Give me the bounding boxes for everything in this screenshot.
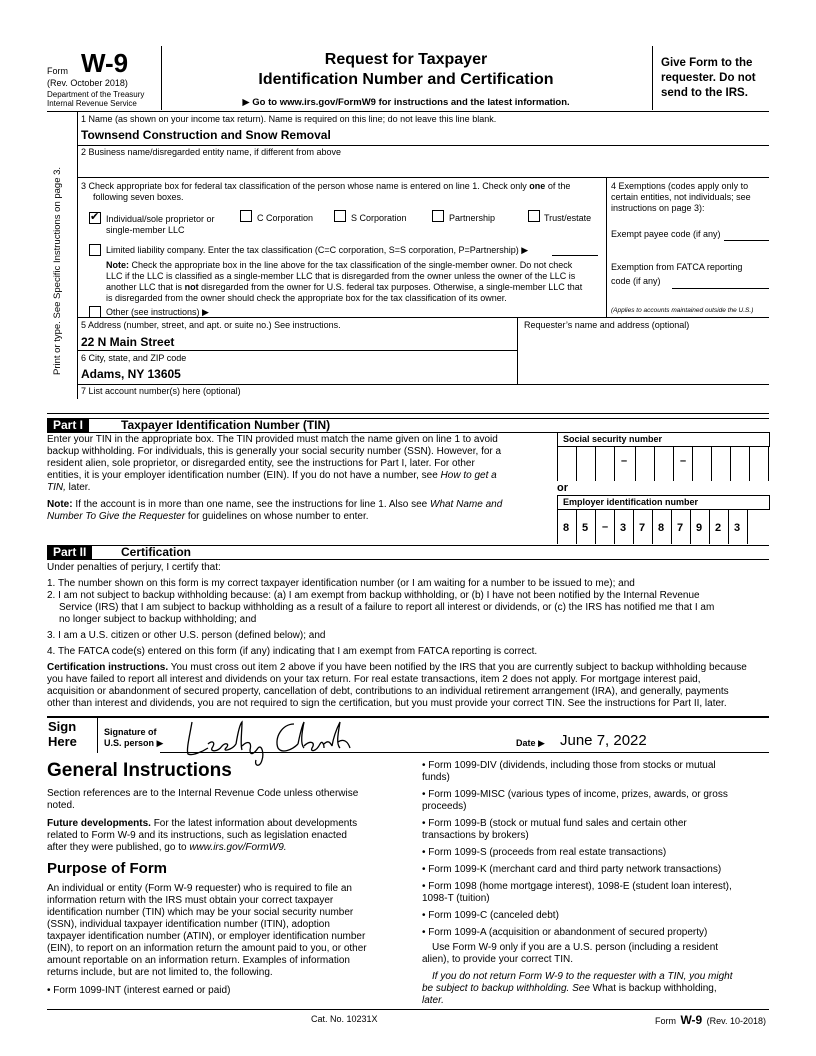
footer-form-id: Form W-9 (Rev. 10-2018) <box>655 1013 767 1027</box>
ein-dash: – <box>602 521 609 533</box>
date-field[interactable]: June 7, 2022 <box>560 732 647 749</box>
general-instructions: General Instructions Section references are to the Internal Revenue Code unless otherwise noted. Future developments. For the latest information about developments related to Form W-9 and its instructions, such as legislation enacted after they were published, go to www.irs.gov/FormW9. Purpose of Form An individual or entity (Form W-9 requester) who is required to file an information return with the IRS must obtain your correct taxpayer identification number (TIN) which may be your social security number (SSN), individual taxpayer identification number (ITIN), adoption taxpayer identification number (ATIN), or employer identification number (EIN), to report on an information return the amount paid to you, or other amount reportable on an information return. Examples of information returns include, but are not limited to, the following. • Form 1099-INT (interest earned or paid) <box>47 760 402 997</box>
ein-digit: 8 <box>562 522 570 534</box>
fatca-code-field[interactable] <box>672 288 769 289</box>
requester-label: Requester’s name and address (optional) <box>524 320 690 330</box>
ein-field[interactable] <box>557 510 770 544</box>
signature-label: Signature of U.S. person ▶ <box>104 727 164 748</box>
llc-checkbox[interactable] <box>89 244 101 256</box>
exempt-payee-field[interactable] <box>724 240 769 241</box>
form-title-line-2: Identification Number and Certification <box>258 71 554 88</box>
s-corporation-label: S Corporation <box>351 213 407 223</box>
trust-estate-checkbox[interactable] <box>528 210 540 222</box>
ein-digit: 7 <box>638 522 646 534</box>
check-mark-icon: ✔ <box>90 211 100 223</box>
line5-label: 5 Address (number, street, and apt. or suite no.) See instructions. <box>81 320 341 330</box>
ssn-field[interactable] <box>557 447 770 481</box>
partnership-label: Partnership <box>449 213 496 223</box>
exempt-payee-label: Exempt payee code (if any) <box>611 229 721 239</box>
ein-digit: 8 <box>657 522 665 534</box>
form-title <box>165 50 647 90</box>
fatca-applies-note: (Applies to accounts maintained outside the U.S.) <box>611 307 754 314</box>
line3-label: 3 Check appropriate box for federal tax classification of the person whose name is entered on line 1. Check only one of the following seven boxes. <box>81 181 571 202</box>
line1-label: 1 Name (as shown on your income tax return). Name is required on this line; do not leave this line blank. <box>81 114 497 124</box>
individual-checkbox[interactable] <box>89 212 101 224</box>
part1-title: Taxpayer Identification Number (TIN) <box>121 418 331 432</box>
city-state-zip-field[interactable]: Adams, NY 13605 <box>81 367 181 381</box>
part2-tag: Part II <box>47 545 92 559</box>
form-header <box>47 46 769 110</box>
ein-digit: 5 <box>581 522 589 534</box>
ein-digit: 2 <box>714 522 722 534</box>
catalog-number: Cat. No. 10231X <box>311 1014 378 1024</box>
account-number-field[interactable] <box>81 398 761 412</box>
part1-text: Enter your TIN in the appropriate box. The TIN provided must match the name given on line 1 to avoid backup withholding. For individuals, this is generally your social security number (SSN). However, for a resident alien, sole proprietor, or disregarded entity, see the instructions for Part I, later. For other entities, it is your employer identification number (EIN). If you do not have a number, see How to get a TIN, later. <box>47 434 502 493</box>
form-list: • Form 1099-DIV (dividends, including those from stocks or mutual funds) • Form 1099-MISC (various types of income, prizes, awards, or gross proceeds) • Form 1099-B (stock or mutual fund sales and certain other transactions by brokers) • Form 1099-S (proceeds from real estate transactions) • Form 1099-K (merchant card and third party network transactions) • Form 1098 (home mortgage interest), 1098-E (student loan interest), 1098-T (tuition) • Form 1099-C (canceled debt) • Form 1099-A (acquisition or abandonment of secured property) Use Form W-9 only if you are a U.S. person (including a resident alien), to provide your correct TIN. If you do not return Form W-9 to the requester with a TIN, you might be subject to backup withholding. See What is backup withholding, later. <box>422 760 733 1006</box>
llc-classification-field[interactable] <box>552 255 598 256</box>
ssn-dash-2: – <box>680 455 687 467</box>
fatca-label: Exemption from FATCA reporting code (if any) <box>611 262 743 286</box>
give-form-note: Give Form to the requester. Do not send to the IRS. <box>661 57 756 99</box>
ssn-header: Social security number <box>557 432 770 447</box>
trust-estate-label: Trust/estate <box>544 213 592 223</box>
part2-title: Certification <box>121 545 192 559</box>
c-corporation-label: C Corporation <box>257 213 314 223</box>
business-name-field[interactable] <box>81 160 761 176</box>
signature-field[interactable] <box>174 718 504 752</box>
goto-instructions: ▶ Go to www.irs.gov/FormW9 for instructions and the latest information. <box>242 97 570 108</box>
form-revision: (Rev. October 2018) <box>47 78 128 88</box>
individual-label: Individual/sole proprietor or single-member LLC <box>106 214 215 235</box>
s-corporation-checkbox[interactable] <box>334 210 346 222</box>
llc-label: Limited liability company. Enter the tax classification (C=C corporation, S=S corporation, P=Partnership) ▶ <box>106 245 529 255</box>
ein-header: Employer identification number <box>557 495 770 510</box>
department: Department of the Treasury <box>47 90 145 99</box>
address-field[interactable]: 22 N Main Street <box>81 335 175 349</box>
form-number: W-9 <box>81 48 129 78</box>
part1-note: Note: If the account is in more than one name, see the instructions for line 1. Also see What Name and Number To Give the Requester for guidelines on whose number to enter. <box>47 499 503 522</box>
side-label: Print or type. See Specific Instructions on page 3. <box>52 166 63 375</box>
line2-label: 2 Business name/disregarded entity name, if different from above <box>81 147 341 157</box>
purpose-heading: Purpose of Form <box>47 860 168 877</box>
ssn-dash-1: – <box>621 455 628 467</box>
part1-tag: Part I <box>47 418 89 432</box>
certification-text: Under penalties of perjury, I certify that: 1. The number shown on this form is my correct taxpayer identification number (or I am waiting for a number to be issued to me); and 2. I am not subject to backup withholding because: (a) I am exempt from backup withholding, or (b) I have not been notified by the Internal Revenue Service (IRS) that I am subject to backup withholding as a result of a failure to report all interest or dividends, or (c) the IRS has notified me that I am no longer subject to backup withholding; and 3. I am a U.S. citizen or other U.S. person (defined below); and 4. The FATCA code(s) entered on this form (if any) indicating that I am exempt from FATCA reporting is correct. Certification instructions. You must cross out item 2 above if you have been notified by the IRS that you are currently subject to backup withholding because you have failed to report all interest and dividends on your tax return. For real estate transactions, item 2 does not apply. For mortgage interest paid, acquisition or abandonment of secured property, cancellation of debt, contributions to an individual retirement arrangement (IRA), and generally, payments other than interest and dividends, you are not required to sign the certification, but you must provide your correct TIN. See the instructions for Part II, later. <box>47 562 747 709</box>
line6-label: 6 City, state, and ZIP code <box>81 353 187 363</box>
ein-digit: 3 <box>733 522 741 534</box>
sign-here-label: Sign Here <box>48 719 77 749</box>
exemptions-label: 4 Exemptions (codes apply only to certain entities, not individuals; see instructions on page 3): <box>611 181 751 213</box>
ein-digit: 3 <box>619 522 627 534</box>
name-field[interactable]: Townsend Construction and Snow Removal <box>81 128 331 142</box>
ein-digit: 7 <box>676 522 684 534</box>
date-label: Date ▶ <box>516 738 545 748</box>
general-instructions-heading: General Instructions <box>47 760 232 781</box>
c-corporation-checkbox[interactable] <box>240 210 252 222</box>
form-title-line-1: Request for Taxpayer <box>324 51 488 68</box>
or-label: or <box>557 482 568 494</box>
partnership-checkbox[interactable] <box>432 210 444 222</box>
other-label: Other (see instructions) ▶ <box>106 307 209 317</box>
line7-label: 7 List account number(s) here (optional) <box>81 386 241 396</box>
signature-image <box>182 714 362 764</box>
form-label: Form <box>47 66 68 76</box>
ein-digit: 9 <box>695 522 703 534</box>
llc-note: Note: Check the appropriate box in the line above for the tax classification of the single-member owner. Do not check LLC if the LLC is classified as a single-member LLC that is disregarded from the owner unless the owner of the LLC is another LLC that is not disregarded from the owner for U.S. federal tax purposes. Otherwise, a single-member LLC that is disregarded from the owner should check the appropriate box for the tax classification of its owner. <box>106 260 583 303</box>
agency: Internal Revenue Service <box>47 99 137 108</box>
